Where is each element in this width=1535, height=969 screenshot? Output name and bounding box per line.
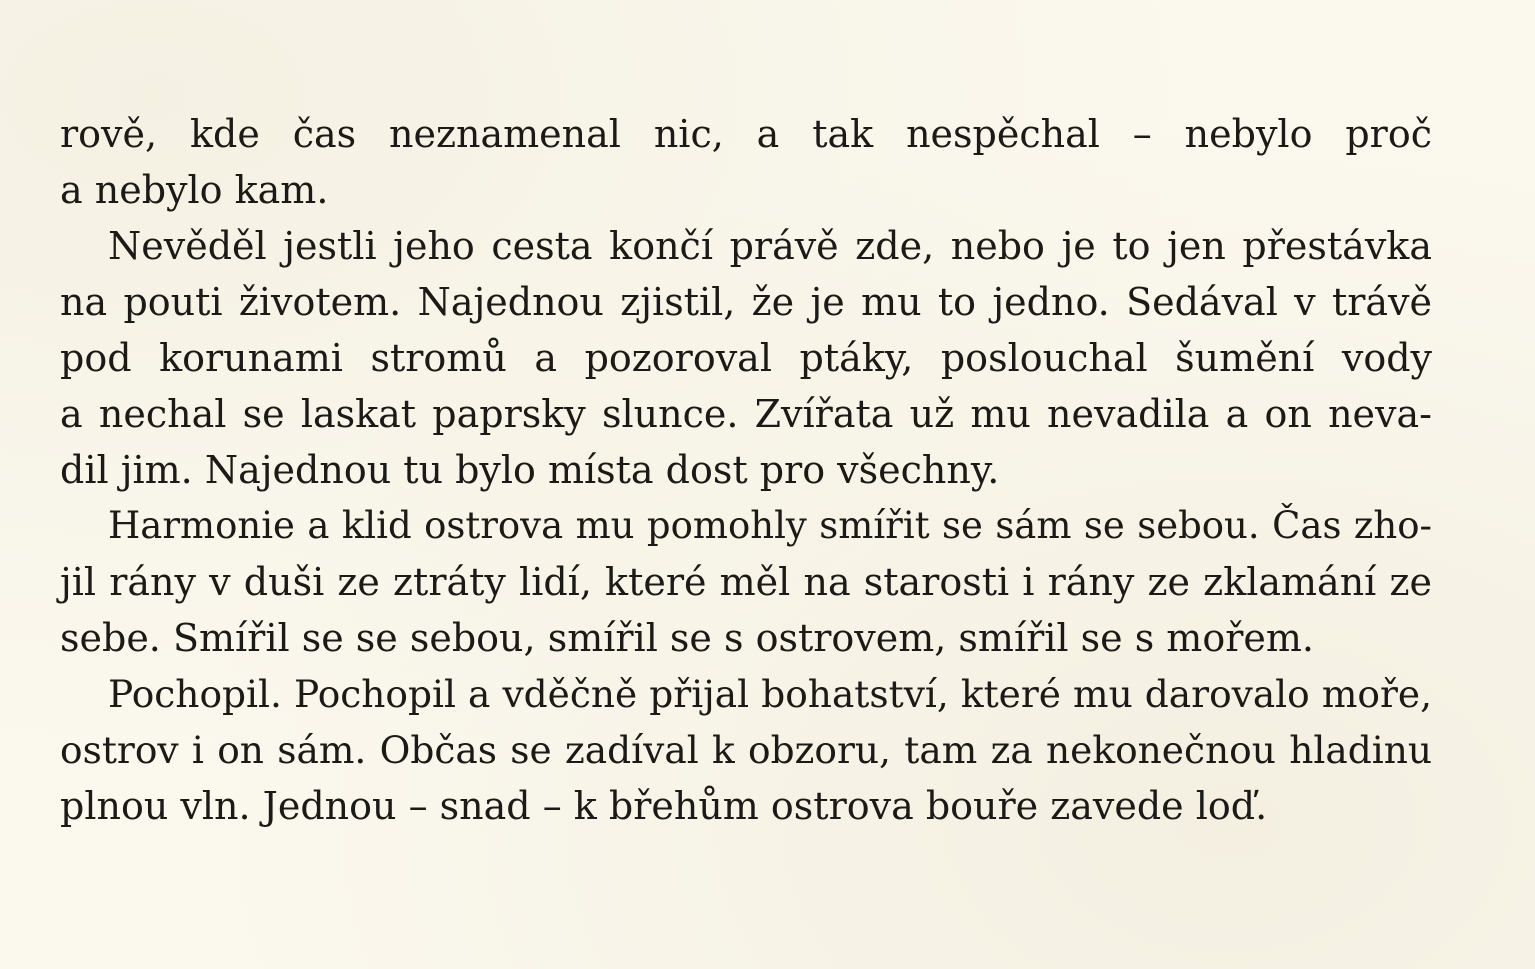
text-line-10: sebe. Smířil se se sebou, smířil se s ostrovem, smířil se s mořem. <box>60 616 1314 660</box>
text-line-2: a nebylo kam. <box>60 168 329 212</box>
text-line-8: Harmonie a klid ostrova mu pomohly smířit se sám se sebou. Čas zho- <box>108 504 1432 547</box>
text-line-7: dil jim. Najednou tu bylo místa dost pro všechny. <box>60 448 1000 492</box>
text-line-6: a nechal se laskat paprsky slunce. Zvířata už mu nevadila a on neva- <box>60 392 1432 436</box>
text-line-5: pod korunami stromů a pozoroval ptáky, poslouchal šumění vody <box>60 336 1432 380</box>
text-line-9: jil rány v duši ze ztráty lidí, které měl na starosti i rány ze zklamání ze <box>60 560 1432 604</box>
text-line-3: Nevěděl jestli jeho cesta končí právě zde, nebo je to jen přestávka <box>108 224 1432 268</box>
text-line-4: na pouti životem. Najednou zjistil, že je mu to jedno. Sedával v trávě <box>60 280 1432 324</box>
text-line-12: ostrov i on sám. Občas se zadíval k obzoru, tam za nekonečnou hladinu <box>60 728 1432 772</box>
text-line-1: rově, kde čas neznamenal nic, a tak nespěchal – nebylo proč <box>60 112 1432 156</box>
text-line-11: Pochopil. Pochopil a vděčně přijal bohatství, které mu darovalo moře, <box>108 672 1432 716</box>
text-line-13: plnou vln. Jednou – snad – k břehům ostrova bouře zavede loď. <box>60 784 1268 828</box>
